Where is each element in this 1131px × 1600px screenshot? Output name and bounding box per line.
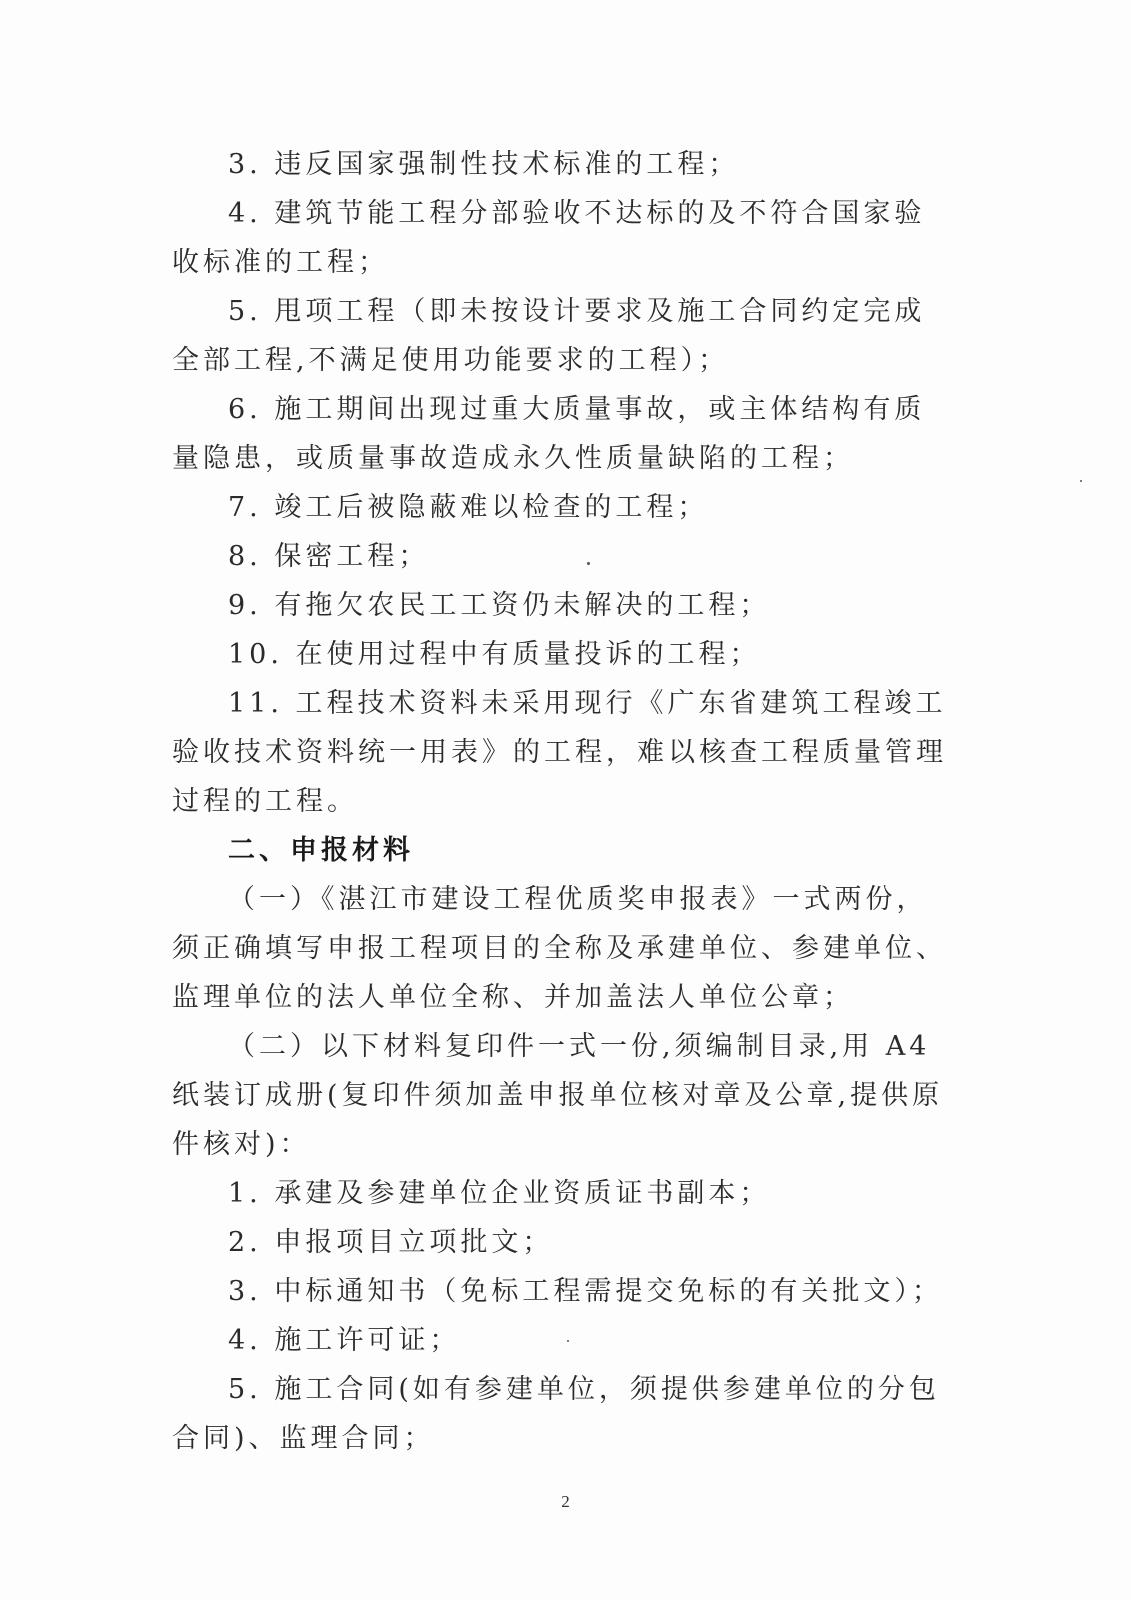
paragraph-item-3: 3. 违反国家强制性技术标准的工程； — [228, 149, 740, 180]
page-number: 2 — [561, 1492, 570, 1511]
material-item-5: 5. 施工合同(如有参建单位，须提供参建单位的分包合同)、监理合同； — [172, 1374, 940, 1454]
paragraph-sub-1: （一）《湛江市建设工程优质奖申报表》一式两份，须正确填写申报工程项目的全称及承建单位、参建单位、监理单位的法人单位全称、并加盖法人单位公章； — [172, 884, 947, 1013]
section-heading: 二、申报材料 — [228, 835, 414, 866]
scan-speck — [567, 1340, 569, 1342]
paragraph-item-7: 7. 竣工后被隐蔽难以检查的工程； — [228, 492, 709, 523]
material-item-4: 4. 施工许可证； — [228, 1325, 461, 1356]
scan-speck — [1080, 480, 1082, 482]
paragraph-item-9: 9. 有拖欠农民工工资仍未解决的工程； — [228, 590, 771, 621]
paragraph-item-6: 6. 施工期间出现过重大质量事故，或主体结构有质量隐患，或质量事故造成永久性质量缺陷的工程； — [172, 394, 926, 474]
paragraph-item-4: 4. 建筑节能工程分部验收不达标的及不符合国家验收标准的工程； — [172, 198, 926, 278]
paragraph-item-11: 11. 工程技术资料未采用现行《广东省建筑工程竣工验收技术资料统一用表》的工程，难以核查工程质量管理过程的工程。 — [172, 688, 947, 817]
paragraph-item-5: 5. 甩项工程（即未按设计要求及施工合同约定完成全部工程,不满足使用功能要求的工程）； — [172, 296, 926, 376]
material-item-2: 2. 申报项目立项批文； — [228, 1227, 554, 1258]
document-body — [172, 140, 947, 1463]
paragraph-sub-2: （二）以下材料复印件一式一份,须编制目录,用 A4 纸装订成册(复印件须加盖申报单位核对章及公章,提供原件核对)： — [172, 1031, 944, 1160]
material-item-3: 3. 中标通知书（免标工程需提交免标的有关批文）； — [228, 1276, 943, 1307]
material-item-1: 1. 承建及参建单位企业资质证书副本； — [228, 1178, 771, 1209]
scan-speck — [587, 562, 590, 565]
paragraph-item-10: 10. 在使用过程中有质量投诉的工程； — [228, 639, 761, 670]
paragraph-item-8: 8. 保密工程； — [228, 541, 430, 572]
